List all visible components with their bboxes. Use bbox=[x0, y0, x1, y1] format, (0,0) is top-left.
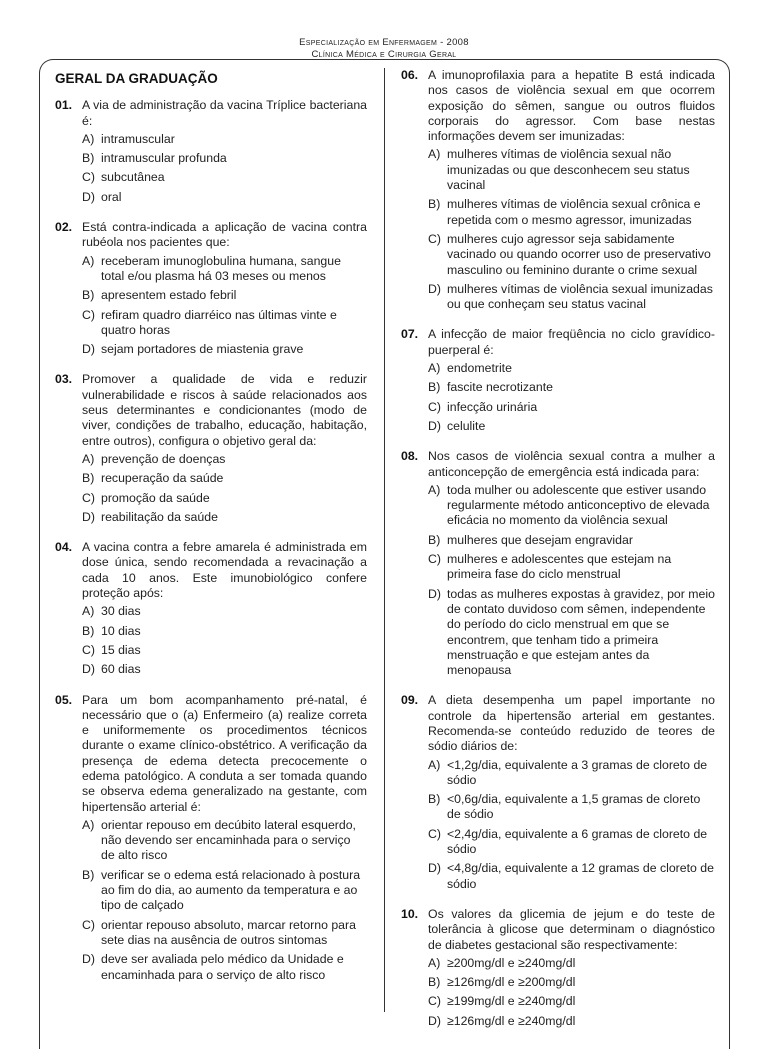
question-item bbox=[401, 693, 715, 892]
answer-option bbox=[428, 380, 715, 395]
right-column bbox=[401, 68, 715, 1044]
question-stem bbox=[401, 907, 715, 953]
option-text: orientar repouso em decúbito lateral esquerdo, não devendo ser encaminhada para o serviço de alto risco bbox=[101, 817, 356, 863]
question-item bbox=[401, 327, 715, 434]
question-text: A dieta desempenha um papel importante no controle da hipertensão arterial em gestantes. Recomenda-se conteúdo reduzido de teores de sódio diários de: bbox=[428, 693, 715, 754]
answer-option bbox=[82, 452, 367, 467]
answer-options bbox=[428, 758, 715, 892]
page-header bbox=[0, 37, 768, 61]
answer-option bbox=[428, 197, 715, 228]
answer-option bbox=[82, 952, 367, 983]
option-text: mulheres e adolescentes que estejam na primeira fase do ciclo menstrual bbox=[447, 552, 672, 582]
answer-option bbox=[82, 288, 367, 303]
question-text: A vacina contra a febre amarela é administrada em dose única, sendo recomendada a revacinação a cada 10 anos. Este imunobiológico confere proteção após: bbox=[82, 540, 367, 601]
option-text: mulheres que desejam engravidar bbox=[447, 532, 633, 547]
option-text: 60 dias bbox=[101, 662, 141, 677]
option-letter: B) bbox=[428, 532, 441, 547]
option-text: <1,2g/dia, equivalente a 3 gramas de cloreto de sódio bbox=[447, 757, 708, 787]
option-text: ≥126mg/dl e ≥240mg/dl bbox=[447, 1013, 576, 1028]
option-letter: A) bbox=[428, 757, 441, 772]
answer-option bbox=[82, 254, 367, 285]
answer-option bbox=[82, 643, 367, 658]
option-text: receberam imunoglobulina humana, sangue total e/ou plasma há 03 meses ou menos bbox=[101, 253, 341, 283]
option-text: recuperação da saúde bbox=[101, 471, 224, 486]
option-letter: B) bbox=[428, 197, 441, 212]
answer-option bbox=[428, 232, 715, 278]
option-letter: C) bbox=[428, 994, 441, 1009]
option-letter: C) bbox=[82, 917, 95, 932]
option-text: intramuscular bbox=[101, 131, 175, 146]
answer-option bbox=[82, 662, 367, 677]
option-letter: A) bbox=[428, 482, 441, 497]
answer-option bbox=[428, 975, 715, 990]
option-text: fascite necrotizante bbox=[447, 380, 553, 395]
option-letter: C) bbox=[82, 170, 95, 185]
option-letter: A) bbox=[428, 955, 441, 970]
option-letter: B) bbox=[82, 867, 95, 882]
answer-options bbox=[82, 452, 367, 525]
option-letter: D) bbox=[428, 418, 441, 433]
option-text: deve ser avaliada pelo médico da Unidade e encaminhada para o serviço de alto risco bbox=[101, 952, 344, 982]
question-stem bbox=[55, 220, 367, 251]
question-text: Promover a qualidade de vida e reduzir vulnerabilidade e riscos à saúde relacionados aos seus determinantes e condicionantes (modo de viver, condições de trabalho, educação, habitação, entre outros), configura o objetivo geral da: bbox=[82, 372, 367, 448]
answer-option bbox=[428, 361, 715, 376]
option-text: ≥126mg/dl e ≥200mg/dl bbox=[447, 975, 576, 990]
answer-option bbox=[82, 190, 367, 205]
option-letter: A) bbox=[428, 361, 441, 376]
answer-option bbox=[428, 533, 715, 548]
option-letter: C) bbox=[82, 307, 95, 322]
header-area: Clínica Médica e Cirurgia Geral bbox=[311, 49, 457, 60]
question-number: 10. bbox=[401, 906, 419, 921]
question-number: 09. bbox=[401, 693, 419, 708]
answer-option bbox=[428, 552, 715, 583]
option-letter: D) bbox=[428, 861, 441, 876]
answer-options bbox=[428, 956, 715, 1029]
question-number: 05. bbox=[55, 692, 73, 707]
question-text: A imunoprofilaxia para a hepatite B está indicada nos casos de violência sexual em que ocorrem exposição do sêmen, sangue ou outros fluidos corporais do agressor. Com base nestas informações devem ser imunizadas: bbox=[428, 68, 715, 144]
option-letter: B) bbox=[82, 471, 95, 486]
option-letter: D) bbox=[82, 662, 95, 677]
answer-option bbox=[428, 861, 715, 892]
option-text: refiram quadro diarréico nas últimas vinte e quatro horas bbox=[101, 307, 337, 337]
answer-option bbox=[82, 170, 367, 185]
option-text: ≥200mg/dl e ≥240mg/dl bbox=[447, 955, 576, 970]
answer-option bbox=[428, 587, 715, 679]
option-text: sejam portadores de miastenia grave bbox=[101, 342, 304, 357]
option-letter: A) bbox=[82, 253, 95, 268]
option-letter: C) bbox=[428, 552, 441, 567]
answer-options bbox=[82, 604, 367, 677]
column-divider bbox=[384, 68, 385, 1012]
option-letter: B) bbox=[82, 151, 95, 166]
option-letter: C) bbox=[82, 490, 95, 505]
option-text: mulheres cujo agressor seja sabidamente vacinado ou quando ocorrer uso de preservativo masculino ou feminino durante o crime sexual bbox=[447, 231, 711, 277]
question-item bbox=[55, 693, 367, 983]
option-letter: B) bbox=[428, 380, 441, 395]
option-text: oral bbox=[101, 189, 122, 204]
question-text: Nos casos de violência sexual contra a mulher a anticoncepção de emergência está indicada para: bbox=[428, 449, 715, 479]
question-number: 03. bbox=[55, 372, 73, 387]
answer-options bbox=[428, 483, 715, 679]
option-text: reabilitação da saúde bbox=[101, 509, 218, 524]
question-number: 04. bbox=[55, 540, 73, 555]
answer-option bbox=[82, 132, 367, 147]
option-text: mulheres vítimas de violência sexual crônica e repetida com o mesmo agressor, imunizadas bbox=[447, 197, 701, 227]
option-letter: C) bbox=[428, 399, 441, 414]
question-number: 07. bbox=[401, 327, 419, 342]
question-text: A via de administração da vacina Tríplice bacteriana é: bbox=[82, 98, 367, 128]
option-text: subcutânea bbox=[101, 170, 165, 185]
option-letter: B) bbox=[428, 975, 441, 990]
question-text: Está contra-indicada a aplicação de vacina contra rubéola nos pacientes que: bbox=[82, 220, 367, 250]
answer-option bbox=[428, 792, 715, 823]
question-stem bbox=[401, 68, 715, 144]
question-item bbox=[55, 372, 367, 525]
question-stem bbox=[55, 540, 367, 601]
question-stem bbox=[401, 449, 715, 480]
option-text: mulheres vítimas de violência sexual imunizadas ou que conheçam seu status vacinal bbox=[447, 281, 713, 312]
answer-option bbox=[82, 151, 367, 166]
option-letter: D) bbox=[82, 952, 95, 967]
answer-options bbox=[82, 254, 367, 358]
answer-option bbox=[82, 510, 367, 525]
question-stem bbox=[401, 693, 715, 754]
option-text: orientar repouso absoluto, marcar retorno para sete dias na ausência de outros sintomas bbox=[101, 917, 356, 947]
answer-options bbox=[428, 361, 715, 434]
option-letter: D) bbox=[428, 281, 441, 296]
option-text: infecção urinária bbox=[447, 399, 538, 414]
answer-option bbox=[82, 342, 367, 357]
answer-option bbox=[428, 758, 715, 789]
option-text: endometrite bbox=[447, 361, 512, 376]
question-item bbox=[401, 68, 715, 312]
answer-option bbox=[428, 827, 715, 858]
question-stem bbox=[55, 372, 367, 448]
option-text: 15 dias bbox=[101, 642, 141, 657]
option-text: 30 dias bbox=[101, 604, 141, 619]
option-letter: C) bbox=[428, 231, 441, 246]
option-text: intramuscular profunda bbox=[101, 151, 227, 166]
option-text: prevenção de doenças bbox=[101, 451, 226, 466]
header-course: Especialização em Enfermagem - 2008 bbox=[299, 37, 469, 48]
question-stem bbox=[55, 98, 367, 129]
section-title: GERAL DA GRADUAÇÃO bbox=[55, 71, 218, 86]
option-text: <4,8g/dia, equivalente a 12 gramas de cloreto de sódio bbox=[447, 861, 714, 891]
option-letter: A) bbox=[82, 817, 95, 832]
answer-option bbox=[428, 956, 715, 971]
option-letter: C) bbox=[82, 642, 95, 657]
question-item bbox=[55, 98, 367, 205]
option-letter: A) bbox=[82, 451, 95, 466]
answer-option bbox=[82, 868, 367, 914]
option-letter: B) bbox=[82, 288, 95, 303]
option-text: ≥199mg/dl e ≥240mg/dl bbox=[447, 994, 576, 1009]
question-number: 01. bbox=[55, 98, 73, 113]
question-number: 02. bbox=[55, 220, 73, 235]
option-text: 10 dias bbox=[101, 623, 141, 638]
option-letter: A) bbox=[82, 131, 95, 146]
option-letter: D) bbox=[428, 586, 441, 601]
option-text: todas as mulheres expostas à gravidez, por meio de contato duvidoso com sêmen, independente do período do ciclo menstrual em que se encontrem, que tenham tido a primeira menstruação e que estejam antes da menopausa bbox=[447, 586, 715, 678]
answer-option bbox=[82, 624, 367, 639]
option-letter: B) bbox=[82, 623, 95, 638]
question-text: Os valores da glicemia de jejum e do teste de tolerância à glicose que determinam o diagnóstico de diabetes gestacional são respectivamente: bbox=[428, 906, 715, 952]
option-text: <2,4g/dia, equivalente a 6 gramas de cloreto de sódio bbox=[447, 826, 708, 857]
option-text: <0,6g/dia, equivalente a 1,5 gramas de cloreto de sódio bbox=[447, 792, 701, 822]
answer-option bbox=[428, 400, 715, 415]
option-text: toda mulher ou adolescente que estiver usando regularmente método anticonceptivo de elevada eficácia no momento da violência sexual bbox=[447, 482, 710, 528]
question-number: 08. bbox=[401, 449, 419, 464]
answer-option bbox=[82, 918, 367, 949]
answer-option bbox=[428, 994, 715, 1009]
answer-option bbox=[428, 1014, 715, 1029]
answer-option bbox=[82, 818, 367, 864]
option-text: verificar se o edema está relacionado à postura ao fim do dia, ao aumento da temperatura e ao tipo de calçado bbox=[101, 867, 361, 913]
question-text: Para um bom acompanhamento pré-natal, é necessário que o (a) Enfermeiro (a) realize correta e uniformemente os procedimentos técnicos durante o exame clínico-obstétrico. A verificação da presença de edema detecta precocemente o edema patológico. A conduta a ser tomada quando se observa edema generalizado na gestante, com hipertensão arterial é: bbox=[82, 692, 367, 814]
answer-option bbox=[82, 308, 367, 339]
option-text: celulite bbox=[447, 418, 486, 433]
option-letter: A) bbox=[428, 147, 441, 162]
answer-option bbox=[428, 282, 715, 313]
option-letter: D) bbox=[82, 509, 95, 524]
answer-options bbox=[82, 818, 367, 983]
answer-options bbox=[82, 132, 367, 205]
question-item bbox=[401, 449, 715, 678]
answer-option bbox=[428, 419, 715, 434]
answer-option bbox=[82, 491, 367, 506]
question-item bbox=[55, 540, 367, 677]
option-text: mulheres vítimas de violência sexual não imunizadas ou que desconhecem seu status vacinal bbox=[447, 147, 690, 193]
question-stem bbox=[55, 693, 367, 815]
answer-option bbox=[82, 471, 367, 486]
left-column bbox=[55, 68, 367, 998]
answer-option bbox=[428, 147, 715, 193]
question-text: A infecção de maior freqüência no ciclo gravídico-puerperal é: bbox=[428, 327, 715, 357]
answer-option bbox=[82, 604, 367, 619]
option-letter: A) bbox=[82, 604, 95, 619]
option-letter: D) bbox=[428, 1013, 441, 1028]
question-number: 06. bbox=[401, 68, 419, 82]
option-letter: D) bbox=[82, 342, 95, 357]
option-letter: C) bbox=[428, 826, 441, 841]
question-stem bbox=[401, 327, 715, 358]
option-letter: D) bbox=[82, 189, 95, 204]
question-item bbox=[401, 907, 715, 1029]
answer-options bbox=[428, 147, 715, 312]
question-item bbox=[55, 220, 367, 357]
option-text: promoção da saúde bbox=[101, 490, 210, 505]
option-text: apresentem estado febril bbox=[101, 288, 237, 303]
option-letter: B) bbox=[428, 792, 441, 807]
answer-option bbox=[428, 483, 715, 529]
